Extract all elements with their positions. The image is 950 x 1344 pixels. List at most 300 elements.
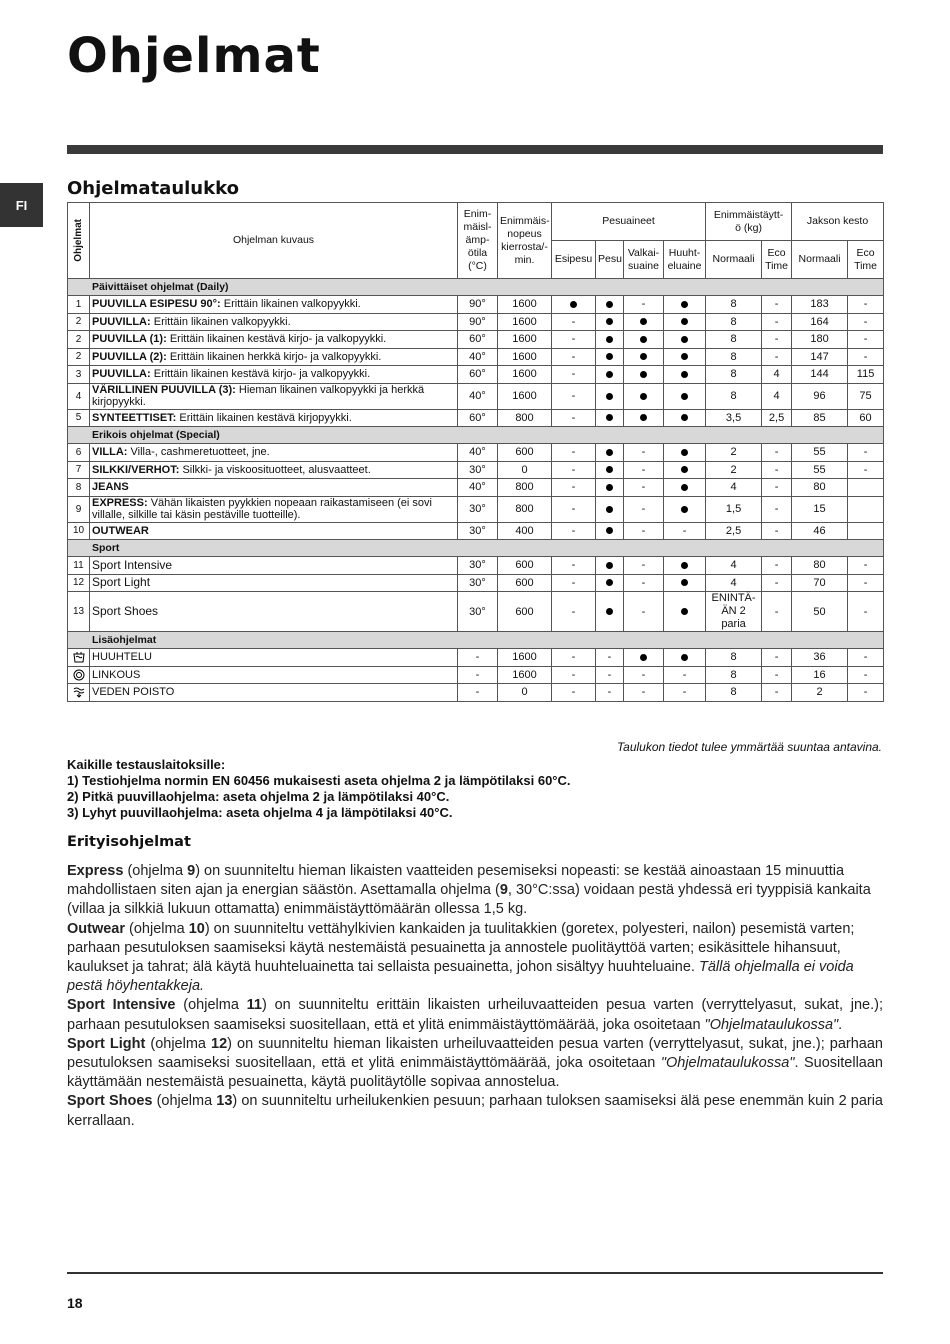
section-heading bbox=[68, 427, 884, 444]
table-body bbox=[68, 279, 884, 702]
cell-pre: - bbox=[552, 574, 596, 592]
filled-dot-icon bbox=[681, 318, 688, 325]
cell-dur-e: - bbox=[848, 296, 884, 314]
cell-wash bbox=[596, 479, 624, 497]
cell-speed: 400 bbox=[498, 522, 552, 540]
program-description bbox=[90, 522, 458, 540]
cell-wash bbox=[596, 496, 624, 522]
filled-dot-icon bbox=[681, 336, 688, 343]
cell-pre: - bbox=[552, 522, 596, 540]
program-name: PUUVILLA: bbox=[92, 315, 151, 328]
cell-dur-e: 60 bbox=[848, 409, 884, 427]
cell-speed: 1600 bbox=[498, 313, 552, 331]
program-name: HUUHTELU bbox=[92, 651, 152, 664]
table-row bbox=[68, 666, 884, 684]
section-heading-label: Päivittäiset ohjelmat (Daily) bbox=[92, 281, 229, 293]
cell-dur-e: - bbox=[848, 557, 884, 575]
cell-dur-e: - bbox=[848, 444, 884, 462]
filled-dot-icon bbox=[681, 579, 688, 586]
cell-load-n: 8 bbox=[706, 684, 762, 702]
section-title: Ohjelmataulukko bbox=[67, 178, 239, 199]
cell-wash bbox=[596, 296, 624, 314]
table-row bbox=[68, 684, 884, 702]
program-number: 10 bbox=[68, 522, 90, 540]
section-heading bbox=[68, 279, 884, 296]
rinse-icon bbox=[68, 649, 90, 667]
filled-dot-icon bbox=[606, 449, 613, 456]
cell-soft bbox=[664, 496, 706, 522]
special-title: Erityisohjelmat bbox=[67, 834, 191, 850]
cell-load-e: 4 bbox=[762, 366, 792, 384]
cell-soft bbox=[664, 461, 706, 479]
cell-pre: - bbox=[552, 496, 596, 522]
programme-table bbox=[67, 202, 884, 702]
cell-load-n: 8 bbox=[706, 313, 762, 331]
cell-load-n: 4 bbox=[706, 479, 762, 497]
cell-wash bbox=[596, 444, 624, 462]
cell-dur-n: 80 bbox=[792, 479, 848, 497]
program-detail: Villa-, cashmeretuotteet, jne. bbox=[127, 446, 270, 459]
cell-load-e: 2,5 bbox=[762, 409, 792, 427]
program-description bbox=[90, 649, 458, 667]
program-name: Sport Light bbox=[92, 575, 151, 590]
filled-dot-icon bbox=[640, 654, 647, 661]
program-number: 2 bbox=[68, 313, 90, 331]
program-number: 5 bbox=[68, 409, 90, 427]
filled-dot-icon bbox=[640, 353, 647, 360]
cell-dur-n: 36 bbox=[792, 649, 848, 667]
cell-load-n: 8 bbox=[706, 331, 762, 349]
table-row bbox=[68, 574, 884, 592]
cell-load-e: - bbox=[762, 496, 792, 522]
header-detergents: Pesuaineet bbox=[552, 203, 706, 241]
cell-load-n: 2 bbox=[706, 444, 762, 462]
cell-load-e: - bbox=[762, 313, 792, 331]
header-ohjelmat: Ohjelmat bbox=[68, 203, 90, 279]
cell-load-n: 4 bbox=[706, 557, 762, 575]
paragraph-sport-intensive: Sport Intensive (ohjelma 11) on suunniteltu erittäin likaisten urheiluvaatteiden pesua varten (verryttelyasut, sukat, jne.); parhaan pesutuloksen saamiseksi suositellaan, että et ylitä enimmäistäyttömäärää, joka osoitetaan "Ohjelmataulukossa". bbox=[67, 997, 883, 1033]
header-load-normal: Normaali bbox=[706, 241, 762, 279]
cell-temp: 30° bbox=[458, 522, 498, 540]
section-heading-label: Erikois ohjelmat (Special) bbox=[92, 429, 220, 441]
cell-load-e: - bbox=[762, 296, 792, 314]
table-row bbox=[68, 313, 884, 331]
program-name: PUUVILLA ESIPESU 90°: bbox=[92, 298, 221, 311]
program-description bbox=[90, 409, 458, 427]
filled-dot-icon bbox=[640, 414, 647, 421]
header-valkaisuaine: Valkai- suaine bbox=[624, 241, 664, 279]
cell-temp: - bbox=[458, 649, 498, 667]
cell-load-n: ENINTÄ-ÄN 2 paria bbox=[706, 592, 762, 632]
program-name: Sport Shoes bbox=[92, 604, 159, 618]
cell-speed: 1600 bbox=[498, 666, 552, 684]
cell-dur-e: - bbox=[848, 592, 884, 632]
page-title: Ohjelmat bbox=[67, 28, 321, 84]
table-row bbox=[68, 444, 884, 462]
test-line: 3) Lyhyt puuvillaohjelma: aseta ohjelma 4 ja lämpötilaksi 40°C. bbox=[67, 805, 453, 820]
section-heading bbox=[68, 632, 884, 649]
header-load: Enimmäistäytt- ö (kg) bbox=[706, 203, 792, 241]
program-description bbox=[90, 496, 458, 522]
cell-soft bbox=[664, 348, 706, 366]
filled-dot-icon bbox=[606, 353, 613, 360]
cell-pre: - bbox=[552, 348, 596, 366]
cell-bleach: - bbox=[624, 496, 664, 522]
cell-wash bbox=[596, 522, 624, 540]
cell-load-n: 2 bbox=[706, 461, 762, 479]
cell-bleach: - bbox=[624, 684, 664, 702]
table-footnote: Taulukon tiedot tulee ymmärtää suuntaa antavina. bbox=[616, 740, 882, 754]
cell-speed: 600 bbox=[498, 592, 552, 632]
section-heading-label: Sport bbox=[92, 542, 120, 554]
table-row bbox=[68, 383, 884, 409]
cell-dur-n: 46 bbox=[792, 522, 848, 540]
cell-load-e: - bbox=[762, 522, 792, 540]
program-description bbox=[90, 366, 458, 384]
program-name: SILKKI/VERHOT: bbox=[92, 463, 180, 476]
paragraph-express: Express (ohjelma 9) on suunniteltu hieman likaisten vaatteiden pesemiseksi nopeasti: se kestää ainoastaan 15 minuuttia mahdollistaen siten ajan ja energian säästön. Asettamalla ohjelma (9, 30°C:ssa) voidaan pestä yhdessä eri tyyppisiä kankaita (villaa ja silkkiä lukuun ottamatta) enimmäistäyttömäärän ollessa 1,5 kg. bbox=[67, 863, 871, 918]
paragraph-sport-shoes: Sport Shoes (ohjelma 13) on suunniteltu urheilukenkien pesuun; parhaan tuloksen saamiseksi älä pese enemmän kuin 2 paria kerrallaan. bbox=[67, 1093, 883, 1129]
cell-load-e: - bbox=[762, 666, 792, 684]
program-name: Sport Intensive bbox=[92, 557, 173, 572]
cell-load-n: 8 bbox=[706, 348, 762, 366]
header-temperature: Enim- mäisl- ämp- ötila (°C) bbox=[458, 203, 498, 279]
cell-wash bbox=[596, 348, 624, 366]
cell-load-e: - bbox=[762, 444, 792, 462]
cell-wash bbox=[596, 461, 624, 479]
program-detail: Hieman likainen valkopyykki ja herkkä kirjopyykki. bbox=[92, 384, 425, 408]
cell-load-n: 2,5 bbox=[706, 522, 762, 540]
program-detail: Erittäin likainen kestävä kirjo- ja valkopyykki. bbox=[166, 333, 387, 346]
cell-pre: - bbox=[552, 461, 596, 479]
program-name: JEANS bbox=[92, 481, 129, 494]
cell-bleach: - bbox=[624, 479, 664, 497]
filled-dot-icon bbox=[640, 371, 647, 378]
cell-wash bbox=[596, 383, 624, 409]
cell-load-n: 8 bbox=[706, 366, 762, 384]
program-number: 11 bbox=[68, 557, 90, 575]
section-heading bbox=[68, 540, 884, 557]
cell-bleach: - bbox=[624, 444, 664, 462]
filled-dot-icon bbox=[606, 466, 613, 473]
cell-pre: - bbox=[552, 479, 596, 497]
language-tab: FI bbox=[0, 183, 43, 227]
cell-wash bbox=[596, 592, 624, 632]
program-description bbox=[90, 684, 458, 702]
program-name: VILLA: bbox=[92, 446, 128, 459]
filled-dot-icon bbox=[606, 371, 613, 378]
program-description bbox=[90, 444, 458, 462]
cell-temp: 40° bbox=[458, 444, 498, 462]
cell-soft bbox=[664, 331, 706, 349]
cell-temp: 60° bbox=[458, 366, 498, 384]
program-number: 4 bbox=[68, 383, 90, 409]
cell-dur-e: 75 bbox=[848, 383, 884, 409]
filled-dot-icon bbox=[606, 579, 613, 586]
table-row bbox=[68, 296, 884, 314]
filled-dot-icon bbox=[681, 414, 688, 421]
cell-dur-e: - bbox=[848, 649, 884, 667]
filled-dot-icon bbox=[606, 562, 613, 569]
cell-soft bbox=[664, 296, 706, 314]
test-line: 2) Pitkä puuvillaohjelma: aseta ohjelma 2 ja lämpötilaksi 40°C. bbox=[67, 789, 450, 804]
filled-dot-icon bbox=[606, 414, 613, 421]
cell-temp: - bbox=[458, 666, 498, 684]
cell-dur-n: 164 bbox=[792, 313, 848, 331]
cell-speed: 1600 bbox=[498, 383, 552, 409]
program-description bbox=[90, 479, 458, 497]
table-row bbox=[68, 592, 884, 632]
cell-temp: 40° bbox=[458, 383, 498, 409]
cell-temp: 60° bbox=[458, 409, 498, 427]
program-number: 13 bbox=[68, 592, 90, 632]
cell-bleach: - bbox=[624, 574, 664, 592]
filled-dot-icon bbox=[606, 301, 613, 308]
filled-dot-icon bbox=[681, 353, 688, 360]
cell-load-n: 3,5 bbox=[706, 409, 762, 427]
filled-dot-icon bbox=[606, 484, 613, 491]
program-name: EXPRESS: bbox=[92, 497, 148, 509]
header-esipesu: Esipesu bbox=[552, 241, 596, 279]
program-number: 12 bbox=[68, 574, 90, 592]
cell-speed: 600 bbox=[498, 574, 552, 592]
program-detail: Vähän likaisten pyykkien nopeaan raikastamiseen (ei sovi villalle, silkille tai käsin pestäville tuotteille). bbox=[92, 497, 432, 521]
header-duration-normal: Normaali bbox=[792, 241, 848, 279]
filled-dot-icon bbox=[681, 466, 688, 473]
cell-speed: 600 bbox=[498, 557, 552, 575]
cell-dur-n: 50 bbox=[792, 592, 848, 632]
cell-speed: 0 bbox=[498, 684, 552, 702]
cell-speed: 1600 bbox=[498, 649, 552, 667]
table-row bbox=[68, 409, 884, 427]
header-description: Ohjelman kuvaus bbox=[90, 203, 458, 279]
cell-temp: 40° bbox=[458, 479, 498, 497]
special-programmes-text bbox=[67, 862, 883, 1131]
cell-dur-n: 183 bbox=[792, 296, 848, 314]
header-pesu: Pesu bbox=[596, 241, 624, 279]
program-description bbox=[90, 331, 458, 349]
cell-temp: 30° bbox=[458, 592, 498, 632]
cell-soft bbox=[664, 479, 706, 497]
cell-load-e: - bbox=[762, 331, 792, 349]
drain-icon bbox=[68, 684, 90, 702]
cell-load-e: - bbox=[762, 348, 792, 366]
cell-soft: - bbox=[664, 666, 706, 684]
cell-temp: 30° bbox=[458, 557, 498, 575]
cell-speed: 600 bbox=[498, 444, 552, 462]
program-description bbox=[90, 313, 458, 331]
cell-bleach: - bbox=[624, 557, 664, 575]
cell-soft bbox=[664, 574, 706, 592]
cell-load-e: 4 bbox=[762, 383, 792, 409]
program-name: PUUVILLA: bbox=[92, 368, 151, 381]
section-heading-label: Lisäohjelmat bbox=[92, 634, 157, 646]
filled-dot-icon bbox=[681, 449, 688, 456]
cell-dur-e: - bbox=[848, 684, 884, 702]
cell-speed: 0 bbox=[498, 461, 552, 479]
cell-dur-n: 15 bbox=[792, 496, 848, 522]
cell-speed: 1600 bbox=[498, 331, 552, 349]
cell-bleach bbox=[624, 331, 664, 349]
table-row bbox=[68, 366, 884, 384]
cell-load-e: - bbox=[762, 592, 792, 632]
program-number: 2 bbox=[68, 348, 90, 366]
header-duration: Jakson kesto bbox=[792, 203, 884, 241]
cell-temp: 30° bbox=[458, 574, 498, 592]
header-load-eco: Eco Time bbox=[762, 241, 792, 279]
cell-wash: - bbox=[596, 649, 624, 667]
program-detail: Erittäin likainen kestävä kirjopyykki. bbox=[176, 411, 352, 424]
program-description bbox=[90, 557, 458, 575]
cell-load-n: 8 bbox=[706, 383, 762, 409]
cell-soft bbox=[664, 649, 706, 667]
cell-speed: 800 bbox=[498, 479, 552, 497]
cell-dur-n: 16 bbox=[792, 666, 848, 684]
cell-load-e: - bbox=[762, 649, 792, 667]
filled-dot-icon bbox=[640, 318, 647, 325]
filled-dot-icon bbox=[681, 654, 688, 661]
cell-temp: 90° bbox=[458, 313, 498, 331]
cell-soft: - bbox=[664, 522, 706, 540]
filled-dot-icon bbox=[606, 527, 613, 534]
cell-bleach bbox=[624, 409, 664, 427]
filled-dot-icon bbox=[606, 608, 613, 615]
cell-wash bbox=[596, 366, 624, 384]
cell-soft bbox=[664, 383, 706, 409]
cell-pre: - bbox=[552, 684, 596, 702]
table-row bbox=[68, 496, 884, 522]
cell-temp: 60° bbox=[458, 331, 498, 349]
program-description bbox=[90, 592, 458, 632]
cell-dur-n: 55 bbox=[792, 461, 848, 479]
program-description bbox=[90, 461, 458, 479]
cell-speed: 800 bbox=[498, 409, 552, 427]
table-row bbox=[68, 348, 884, 366]
program-detail: Erittäin likainen valkopyykki. bbox=[150, 315, 291, 328]
table-row bbox=[68, 557, 884, 575]
cell-temp: 30° bbox=[458, 496, 498, 522]
footer-rule bbox=[67, 1272, 883, 1274]
table-row bbox=[68, 461, 884, 479]
cell-soft bbox=[664, 592, 706, 632]
cell-dur-e: 115 bbox=[848, 366, 884, 384]
cell-load-n: 4 bbox=[706, 574, 762, 592]
cell-load-e: - bbox=[762, 479, 792, 497]
program-number: 2 bbox=[68, 331, 90, 349]
cell-pre: - bbox=[552, 592, 596, 632]
cell-bleach bbox=[624, 383, 664, 409]
program-description bbox=[90, 383, 458, 409]
cell-wash: - bbox=[596, 684, 624, 702]
filled-dot-icon bbox=[681, 608, 688, 615]
cell-pre: - bbox=[552, 383, 596, 409]
cell-bleach: - bbox=[624, 522, 664, 540]
test-instructions bbox=[67, 757, 883, 821]
cell-pre bbox=[552, 296, 596, 314]
filled-dot-icon bbox=[681, 371, 688, 378]
program-detail: Erittäin likainen kestävä kirjo- ja valkopyykki. bbox=[150, 368, 371, 381]
cell-pre: - bbox=[552, 331, 596, 349]
cell-pre: - bbox=[552, 649, 596, 667]
cell-temp: - bbox=[458, 684, 498, 702]
cell-bleach bbox=[624, 313, 664, 331]
filled-dot-icon bbox=[681, 393, 688, 400]
cell-wash bbox=[596, 409, 624, 427]
cell-load-e: - bbox=[762, 461, 792, 479]
header-speed: Enimmäis- nopeus kierrosta/- min. bbox=[498, 203, 552, 279]
program-number: 8 bbox=[68, 479, 90, 497]
paragraph-outwear: Outwear (ohjelma 10) on suunniteltu vettähylkivien kankaiden ja tuulitakkien (goretex, polyesteri, nailon) pesemistä varten; parhaan pesutuloksen saamiseksi käytä nestemäistä pesuainetta ja annostele puolitäyttöä varten; esikäsittele hihansuut, kaulukset ja tahrat; älä käytä huuhteluainetta tai sellaista pesuainetta, johon sisältyy huuhteluaine. Tällä ohjelmalla ei voida pestä höyhentakkeja. bbox=[67, 920, 855, 995]
cell-dur-e: - bbox=[848, 313, 884, 331]
cell-pre: - bbox=[552, 444, 596, 462]
paragraph-sport-light: Sport Light (ohjelma 12) on suunniteltu hieman likaisten urheiluvaatteiden pesua varten (verryttelyasut, sukat, jne.); parhaan pesutuloksen saamiseksi suositellaan, että et ylitä enimmäistäyttömäärää, joka osoitetaan "Ohjelmataulukossa". Suositellaan käyttämään nestemäistä pesuainetta, käytä puolitäytölle sopivaa annostelua. bbox=[67, 1035, 883, 1091]
cell-dur-n: 2 bbox=[792, 684, 848, 702]
cell-pre: - bbox=[552, 409, 596, 427]
cell-wash bbox=[596, 557, 624, 575]
cell-temp: 90° bbox=[458, 296, 498, 314]
cell-dur-e bbox=[848, 496, 884, 522]
program-description bbox=[90, 296, 458, 314]
cell-load-e: - bbox=[762, 574, 792, 592]
cell-load-n: 8 bbox=[706, 649, 762, 667]
cell-load-n: 8 bbox=[706, 296, 762, 314]
section-row bbox=[68, 540, 884, 557]
cell-dur-n: 180 bbox=[792, 331, 848, 349]
cell-bleach bbox=[624, 366, 664, 384]
cell-pre: - bbox=[552, 666, 596, 684]
section-row bbox=[68, 279, 884, 296]
cell-bleach: - bbox=[624, 592, 664, 632]
cell-load-e: - bbox=[762, 684, 792, 702]
cell-dur-e: - bbox=[848, 461, 884, 479]
filled-dot-icon bbox=[606, 336, 613, 343]
cell-dur-n: 147 bbox=[792, 348, 848, 366]
cell-bleach: - bbox=[624, 666, 664, 684]
cell-speed: 1600 bbox=[498, 348, 552, 366]
cell-dur-e bbox=[848, 522, 884, 540]
cell-dur-n: 96 bbox=[792, 383, 848, 409]
cell-pre: - bbox=[552, 557, 596, 575]
program-detail: Erittäin likainen valkopyykki. bbox=[220, 298, 361, 311]
program-name: VÄRILLINEN PUUVILLA (3): bbox=[92, 384, 236, 396]
cell-dur-n: 85 bbox=[792, 409, 848, 427]
filled-dot-icon bbox=[681, 562, 688, 569]
cell-soft bbox=[664, 444, 706, 462]
test-heading: Kaikille testauslaitoksille: bbox=[67, 757, 226, 772]
filled-dot-icon bbox=[640, 393, 647, 400]
cell-soft bbox=[664, 366, 706, 384]
program-number: 9 bbox=[68, 496, 90, 522]
table-row bbox=[68, 522, 884, 540]
program-number: 7 bbox=[68, 461, 90, 479]
cell-soft: - bbox=[664, 684, 706, 702]
cell-temp: 40° bbox=[458, 348, 498, 366]
filled-dot-icon bbox=[640, 336, 647, 343]
cell-wash: - bbox=[596, 666, 624, 684]
header-huuhteluaine: Huuht- eluaine bbox=[664, 241, 706, 279]
filled-dot-icon bbox=[681, 484, 688, 491]
program-name: LINKOUS bbox=[92, 668, 141, 681]
cell-wash bbox=[596, 574, 624, 592]
test-line: 1) Testiohjelma normin EN 60456 mukaisesti aseta ohjelma 2 ja lämpötilaksi 60°C. bbox=[67, 773, 571, 788]
cell-load-n: 8 bbox=[706, 666, 762, 684]
program-detail: Silkki- ja viskoosituotteet, alusvaatteet. bbox=[179, 463, 371, 476]
cell-dur-n: 144 bbox=[792, 366, 848, 384]
cell-load-e: - bbox=[762, 557, 792, 575]
table-row bbox=[68, 479, 884, 497]
cell-load-n: 1,5 bbox=[706, 496, 762, 522]
cell-pre: - bbox=[552, 313, 596, 331]
